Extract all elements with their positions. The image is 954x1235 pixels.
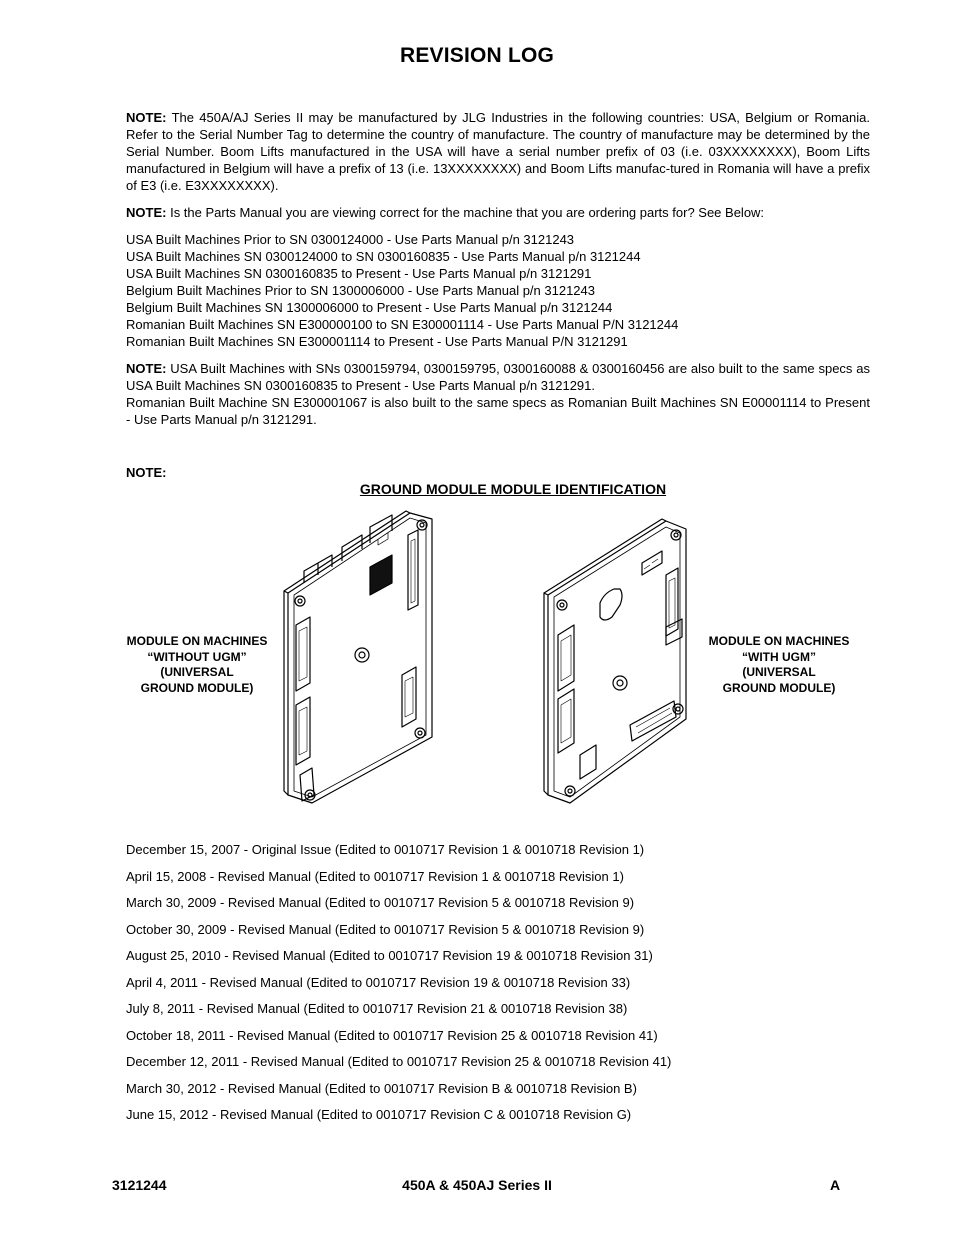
callout-without-ugm: [112, 634, 282, 696]
footer-page-letter: A: [830, 1177, 841, 1193]
module-without-ugm-illustration: [284, 511, 432, 803]
note-text: Romanian Built Machine SN E300001067 is also built to the same specs as Romanian Built Machines SN E00001114 to Present - Use Parts Manual p/n 3121291.: [126, 395, 870, 427]
callout-line: MODULE ON MACHINES: [708, 634, 850, 648]
callout-line: “WITH UGM”: [742, 649, 816, 664]
list-item: USA Built Machines SN 0300160835 to Present - Use Parts Manual p/n 3121291: [126, 266, 592, 281]
list-item: USA Built Machines SN 0300124000 to SN 0300160835 - Use Parts Manual p/n 3121244: [126, 249, 641, 264]
note-text: The 450A/AJ Series II may be manufactured by JLG Industries in the following countries: USA, Belgium or Romania. Refer to the Serial Number Tag to determine the country of manufacture. The country of manufacture may be determined by the Serial Number. Boom Lifts manufactured in the USA will have a serial number prefix of 03 (i.e. 03XXXXXXXX), Boom Lifts manufactured in Belgium will have a prefix of 13 (i.e. 13XXXXXXXX) and Boom Lifts manufac-tured in Romania will have a prefix of E3 (i.e. E3XXXXXXXX).: [126, 110, 870, 193]
list-item: Belgium Built Machines SN 1300006000 to Present - Use Parts Manual p/n 3121244: [126, 300, 613, 315]
figure-title: GROUND MODULE MODULE IDENTIFICATION: [359, 481, 667, 497]
revision-entry: December 12, 2011 - Revised Manual (Edited to 0010717 Revision 25 & 0010718 Revision 41): [126, 1054, 672, 1069]
note-same-specs: [126, 360, 870, 394]
note-text: Is the Parts Manual you are viewing correct for the machine that you are ordering parts for? See Below:: [170, 205, 765, 220]
footer-model: 450A & 450AJ Series II: [402, 1177, 552, 1193]
note-label: NOTE:: [126, 361, 167, 376]
revision-list: [126, 841, 671, 1133]
module-with-ugm-illustration: [544, 519, 686, 803]
callout-line: (UNIVERSAL: [160, 665, 234, 679]
list-item: Belgium Built Machines Prior to SN 1300006000 - Use Parts Manual p/n 3121243: [126, 283, 595, 298]
revision-entry: April 4, 2011 - Revised Manual (Edited to 0010717 Revision 19 & 0010718 Revision 33): [126, 974, 631, 990]
list-item: USA Built Machines Prior to SN 0300124000 - Use Parts Manual p/n 3121243: [126, 232, 575, 247]
callout-line: (UNIVERSAL: [742, 665, 816, 679]
callout-line: “WITHOUT UGM”: [147, 649, 247, 664]
revision-entry: October 18, 2011 - Revised Manual (Edited to 0010717 Revision 25 & 0010718 Revision 41): [126, 1027, 658, 1043]
revision-entry: October 30, 2009 - Revised Manual (Edited to 0010717 Revision 5 & 0010718 Revision 9): [126, 921, 645, 937]
revision-entry: March 30, 2012 - Revised Manual (Edited to 0010717 Revision B & 0010718 Revision B): [126, 1080, 637, 1096]
serial-number-list: [126, 231, 870, 350]
ground-module-diagram: [270, 505, 710, 815]
note-label: NOTE:: [126, 110, 167, 125]
note-parts-manual-check: [126, 204, 870, 221]
revision-entry: March 30, 2009 - Revised Manual (Edited to 0010717 Revision 5 & 0010718 Revision 9): [126, 895, 635, 910]
note-label: NOTE:: [126, 205, 167, 220]
note-text: USA Built Machines with SNs 0300159794, 0300159795, 0300160088 & 0300160456 are also built to the same specs as USA Built Machines SN 0300160835 to Present - Use Parts Manual p/n 3121291.: [126, 361, 870, 393]
callout-line: MODULE ON MACHINES: [126, 634, 268, 648]
callout-line: GROUND MODULE): [722, 680, 836, 695]
revision-entry: August 25, 2010 - Revised Manual (Edited to 0010717 Revision 19 & 0010718 Revision 31): [126, 948, 653, 963]
footer-document-number: 3121244: [112, 1177, 167, 1193]
page-title: REVISION LOG: [399, 44, 555, 67]
note-country-of-manufacture: [126, 109, 870, 194]
list-item: Romanian Built Machines SN E300001114 to Present - Use Parts Manual P/N 3121291: [126, 334, 628, 349]
note-romanian-specs: [126, 394, 870, 428]
list-item: Romanian Built Machines SN E300000100 to SN E300001114 - Use Parts Manual P/N 3121244: [126, 317, 679, 332]
revision-entry: December 15, 2007 - Original Issue (Edited to 0010717 Revision 1 & 0010718 Revision 1): [126, 842, 645, 857]
revision-entry: April 15, 2008 - Revised Manual (Edited to 0010717 Revision 1 & 0010718 Revision 1): [126, 868, 624, 884]
revision-entry: June 15, 2012 - Revised Manual (Edited to 0010717 Revision C & 0010718 Revision G): [126, 1107, 632, 1122]
callout-with-ugm: [694, 634, 864, 696]
figure-note-label: NOTE:: [126, 465, 167, 480]
callout-line: GROUND MODULE): [140, 680, 254, 695]
revision-entry: July 8, 2011 - Revised Manual (Edited to 0010717 Revision 21 & 0010718 Revision 38): [126, 1001, 628, 1016]
